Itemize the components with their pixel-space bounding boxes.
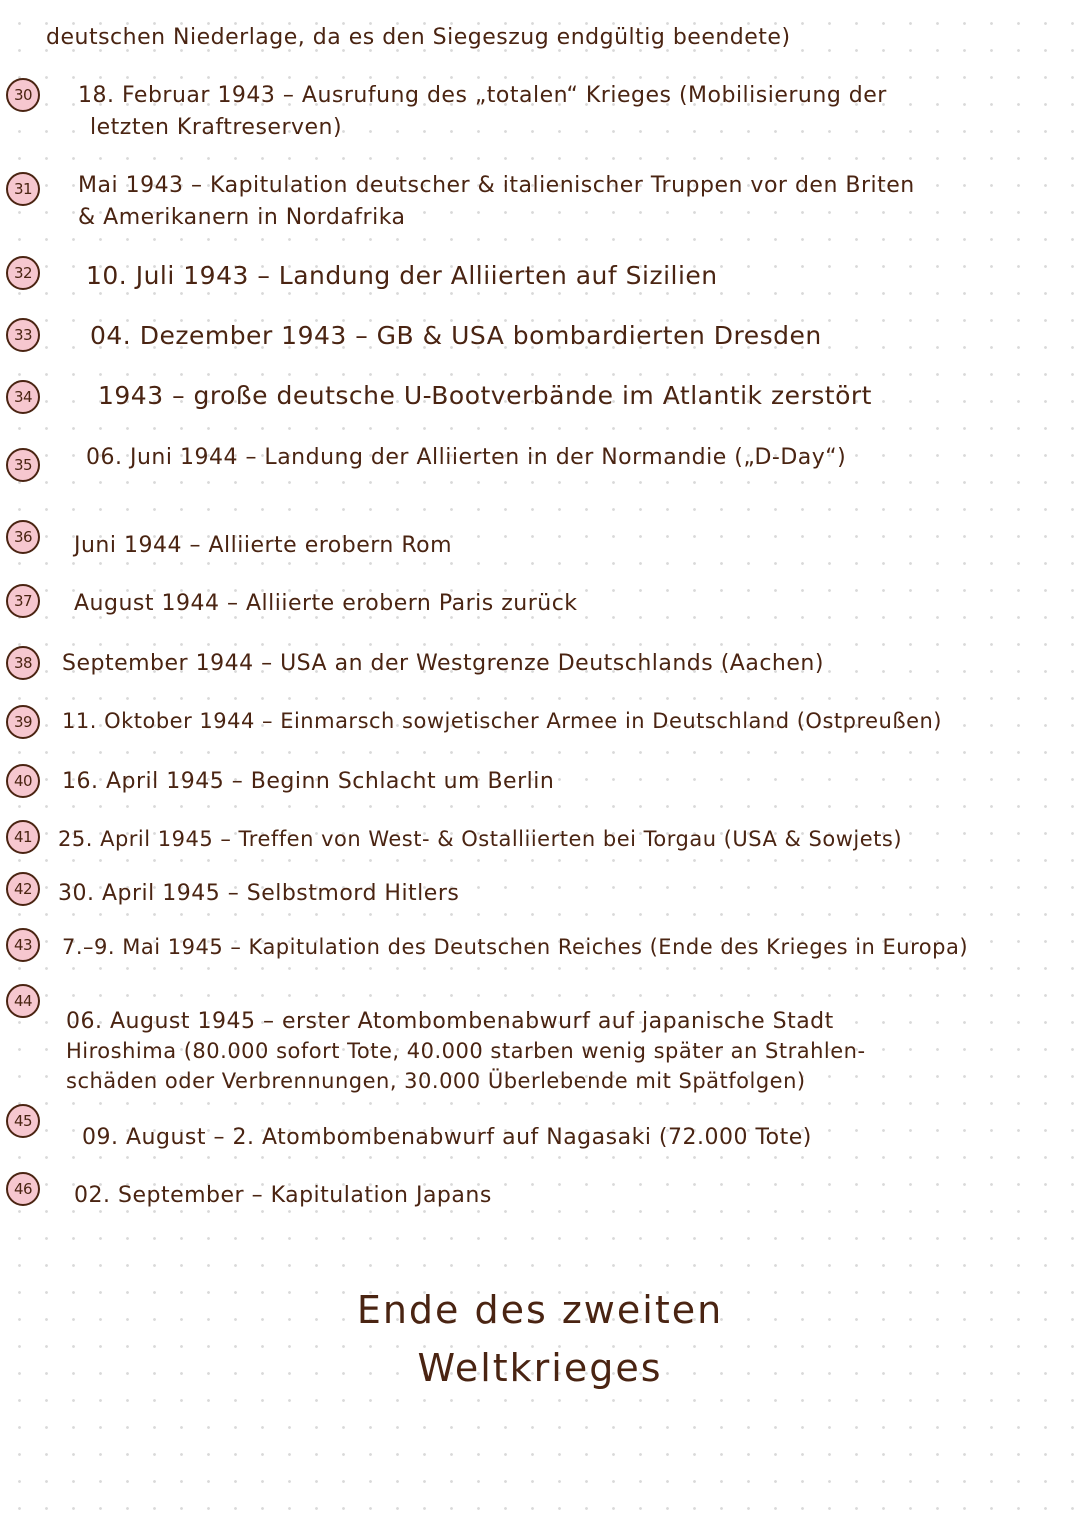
entry-text-line: 06. Juni 1944 – Landung der Alliierten in der Normandie („D-Day“) bbox=[86, 445, 847, 470]
entry-text-line: & Amerikanern in Nordafrika bbox=[78, 205, 406, 230]
entry-text-line: 18. Februar 1943 – Ausrufung des „totalen“ Krieges (Mobilisierung der bbox=[78, 83, 887, 108]
entry-text-line: 25. April 1945 – Treffen von West- & Ostalliierten bei Torgau (USA & Sowjets) bbox=[58, 827, 903, 851]
entry-text-line: 11. Oktober 1944 – Einmarsch sowjetischer Armee in Deutschland (Ostpreußen) bbox=[62, 709, 943, 733]
entry-number-badge: 45 bbox=[6, 1104, 40, 1138]
entry-text-line: 09. August – 2. Atombombenabwurf auf Nagasaki (72.000 Tote) bbox=[82, 1125, 812, 1150]
entry-text-line: September 1944 – USA an der Westgrenze Deutschlands (Aachen) bbox=[62, 651, 824, 676]
entry-text-line: letzten Kraftreserven) bbox=[90, 115, 343, 140]
entry-text-line: 7.–9. Mai 1945 – Kapitulation des Deutschen Reiches (Ende des Krieges in Europa) bbox=[62, 935, 969, 959]
entry-number-badge: 38 bbox=[6, 646, 40, 680]
entry-text-line: 02. September – Kapitulation Japans bbox=[74, 1183, 492, 1208]
entry-text-line: 30. April 1945 – Selbstmord Hitlers bbox=[58, 881, 460, 906]
entry-text-line: 16. April 1945 – Beginn Schlacht um Berlin bbox=[62, 769, 555, 794]
closing-heading-line-2: Weltkrieges bbox=[417, 1346, 663, 1390]
entry-text-line: Mai 1943 – Kapitulation deutscher & italienischer Truppen vor den Briten bbox=[78, 173, 915, 198]
entry-number-badge: 40 bbox=[6, 764, 40, 798]
entry-number-badge: 32 bbox=[6, 256, 40, 290]
entry-text-line: 04. Dezember 1943 – GB & USA bombardierten Dresden bbox=[90, 321, 822, 350]
entry-text-line: 10. Juli 1943 – Landung der Alliierten auf Sizilien bbox=[86, 261, 718, 290]
intro-line: deutschen Niederlage, da es den Siegeszug endgültig beendete) bbox=[46, 25, 791, 50]
closing-heading-line-1: Ende des zweiten bbox=[356, 1288, 724, 1332]
entry-number-badge: 34 bbox=[6, 380, 40, 414]
entry-number-badge: 37 bbox=[6, 584, 40, 618]
entry-text-line: Juni 1944 – Alliierte erobern Rom bbox=[74, 533, 453, 558]
entry-number-badge: 43 bbox=[6, 928, 40, 962]
entry-text-line: Hiroshima (80.000 sofort Tote, 40.000 starben wenig später an Strahlen- bbox=[66, 1039, 866, 1063]
entry-text-line: 1943 – große deutsche U-Bootverbände im Atlantik zerstört bbox=[98, 381, 872, 410]
entry-number-badge: 36 bbox=[6, 520, 40, 554]
entry-text-line: 06. August 1945 – erster Atombombenabwurf auf japanische Stadt bbox=[66, 1009, 834, 1034]
entry-number-badge: 46 bbox=[6, 1172, 40, 1206]
entry-number-badge: 44 bbox=[6, 984, 40, 1018]
entry-number-badge: 35 bbox=[6, 448, 40, 482]
entry-number-badge: 42 bbox=[6, 872, 40, 906]
entry-text-line: schäden oder Verbrennungen, 30.000 Überlebende mit Spätfolgen) bbox=[66, 1069, 806, 1093]
entry-number-badge: 39 bbox=[6, 705, 40, 739]
entry-text-line: August 1944 – Alliierte erobern Paris zurück bbox=[74, 591, 578, 616]
entry-number-badge: 33 bbox=[6, 318, 40, 352]
entry-number-badge: 31 bbox=[6, 172, 40, 206]
entry-number-badge: 30 bbox=[6, 78, 40, 112]
entry-number-badge: 41 bbox=[6, 820, 40, 854]
